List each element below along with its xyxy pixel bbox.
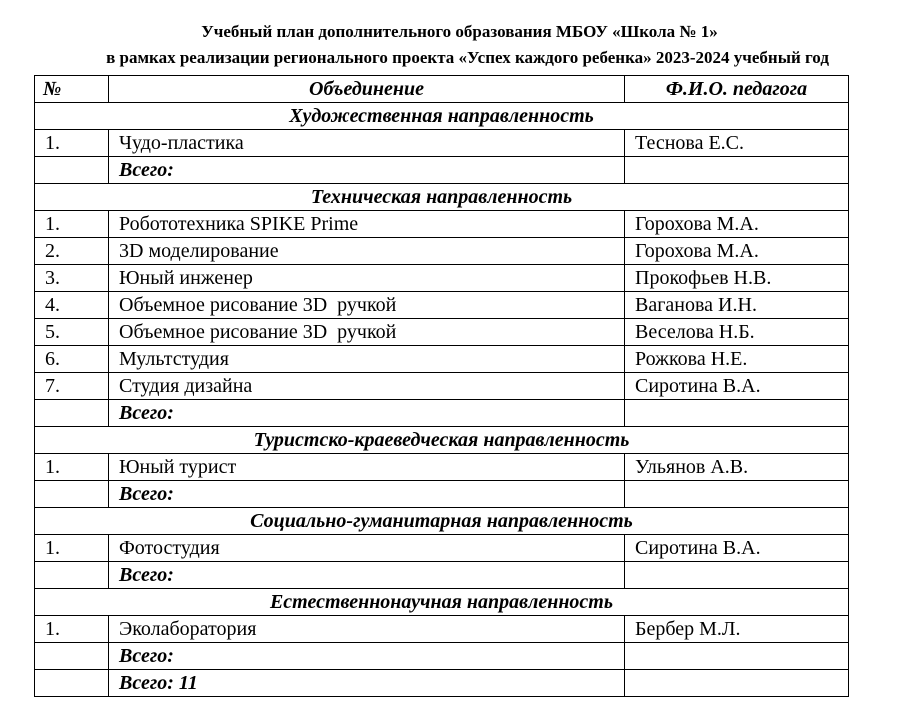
row-teacher: Рожкова Н.Е. [625, 346, 849, 373]
row-number: 1. [35, 130, 109, 157]
row-teacher: Бербер М.Л. [625, 616, 849, 643]
header-club: Объединение [109, 76, 625, 103]
row-club: Фотостудия [109, 535, 625, 562]
empty-cell [625, 157, 849, 184]
empty-cell [625, 562, 849, 589]
section-total-label: Всего: [109, 481, 625, 508]
empty-cell [35, 670, 109, 697]
table-header-row [35, 76, 849, 103]
row-club: Юный инженер [109, 265, 625, 292]
curriculum-table [34, 75, 849, 697]
table-row [35, 292, 849, 319]
section-title: Естественнонаучная направленность [35, 589, 849, 616]
empty-cell [35, 157, 109, 184]
grand-total-row [35, 670, 849, 697]
row-teacher: Веселова Н.Б. [625, 319, 849, 346]
row-teacher: Сиротина В.А. [625, 535, 849, 562]
row-teacher: Сиротина В.А. [625, 373, 849, 400]
section-title: Художественная направленность [35, 103, 849, 130]
document-title-line1: Учебный план дополнительного образования МБОУ «Школа № 1» [201, 22, 718, 41]
table-row [35, 616, 849, 643]
row-teacher: Горохова М.А. [625, 211, 849, 238]
row-club: 3D моделирование [109, 238, 625, 265]
row-number: 2. [35, 238, 109, 265]
empty-cell [35, 562, 109, 589]
document-title-line2: в рамках реализации регионального проекта «Успех каждого ребенка» 2023-2024 учебный год [106, 48, 829, 67]
row-number: 7. [35, 373, 109, 400]
section-total-row [35, 643, 849, 670]
section-title: Социально-гуманитарная направленность [35, 508, 849, 535]
empty-cell [625, 643, 849, 670]
row-teacher: Горохова М.А. [625, 238, 849, 265]
row-club: Студия дизайна [109, 373, 625, 400]
row-number: 5. [35, 319, 109, 346]
empty-cell [625, 400, 849, 427]
row-club: Юный турист [109, 454, 625, 481]
row-teacher: Ваганова И.Н. [625, 292, 849, 319]
section-row [35, 184, 849, 211]
header-number: № [35, 76, 109, 103]
empty-cell [625, 481, 849, 508]
row-club: Мультстудия [109, 346, 625, 373]
section-total-label: Всего: [109, 643, 625, 670]
grand-total-label: Всего: 11 [109, 670, 625, 697]
section-row [35, 508, 849, 535]
empty-cell [35, 400, 109, 427]
section-row [35, 103, 849, 130]
section-title: Техническая направленность [35, 184, 849, 211]
table-row [35, 454, 849, 481]
row-number: 1. [35, 535, 109, 562]
section-total-row [35, 400, 849, 427]
table-row [35, 319, 849, 346]
row-club: Объемное рисование 3D ручкой [109, 292, 625, 319]
table-row [35, 211, 849, 238]
row-number: 1. [35, 211, 109, 238]
table-row [35, 373, 849, 400]
row-club: Объемное рисование 3D ручкой [109, 319, 625, 346]
empty-cell [35, 481, 109, 508]
row-number: 3. [35, 265, 109, 292]
table-row [35, 535, 849, 562]
section-total-row [35, 157, 849, 184]
row-number: 1. [35, 616, 109, 643]
row-teacher: Прокофьев Н.В. [625, 265, 849, 292]
section-total-label: Всего: [109, 400, 625, 427]
row-club: Чудо-пластика [109, 130, 625, 157]
section-title: Туристско-краеведческая направленность [35, 427, 849, 454]
section-total-label: Всего: [109, 562, 625, 589]
section-row [35, 589, 849, 616]
section-total-label: Всего: [109, 157, 625, 184]
row-teacher: Ульянов А.В. [625, 454, 849, 481]
table-row [35, 346, 849, 373]
row-teacher: Теснова Е.С. [625, 130, 849, 157]
section-total-row [35, 562, 849, 589]
section-total-row [35, 481, 849, 508]
header-teacher: Ф.И.О. педагога [625, 76, 849, 103]
row-club: Робототехника SPIKE Prime [109, 211, 625, 238]
row-club: Эколаборатория [109, 616, 625, 643]
row-number: 6. [35, 346, 109, 373]
table-row [35, 130, 849, 157]
empty-cell [625, 670, 849, 697]
row-number: 1. [35, 454, 109, 481]
row-number: 4. [35, 292, 109, 319]
empty-cell [35, 643, 109, 670]
section-row [35, 427, 849, 454]
table-row [35, 238, 849, 265]
table-row [35, 265, 849, 292]
